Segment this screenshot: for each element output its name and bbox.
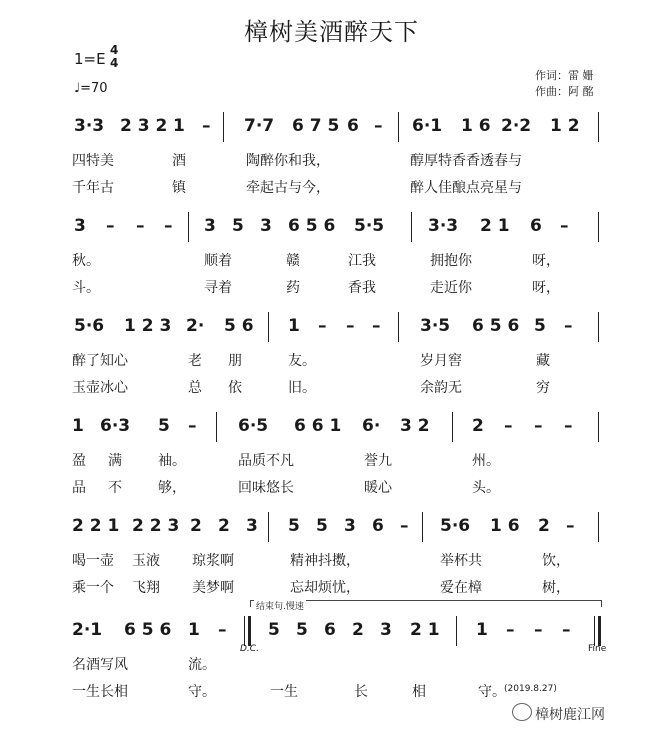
watermark: 樟树鹿江网 xyxy=(535,707,605,723)
lyric: 醇厚特香香透春与 xyxy=(410,153,522,169)
lyric: 余韵无 xyxy=(420,380,462,396)
note: – xyxy=(188,416,197,436)
barline xyxy=(598,112,599,142)
credits xyxy=(535,68,594,100)
note: 1 xyxy=(173,116,185,136)
song-title: 樟树美酒醉天下 xyxy=(244,18,419,46)
barline xyxy=(268,512,269,542)
lyric: 友。 xyxy=(288,353,316,369)
note: – xyxy=(136,216,145,236)
note: 1 6 xyxy=(461,116,491,136)
note: – xyxy=(400,516,409,536)
lyrics-verse-2 xyxy=(58,377,608,397)
barline xyxy=(598,212,599,242)
barline xyxy=(598,512,599,542)
note: – xyxy=(218,620,227,640)
lyric: 老 xyxy=(188,353,202,369)
lyric: 长 xyxy=(354,684,368,700)
note: 3 2 xyxy=(400,416,430,436)
lyrics-verse-1 xyxy=(58,250,608,270)
tempo-marking xyxy=(74,81,108,96)
note: 1 xyxy=(476,620,488,640)
note: 2·2 xyxy=(501,116,532,136)
lyric: 醉了知心 xyxy=(72,353,128,369)
note: 6 5 6 xyxy=(124,620,172,640)
quarter-note-icon: ♩ xyxy=(74,81,81,96)
lyric: 穷 xyxy=(536,380,550,396)
composition-date: (2019.8.27) xyxy=(504,684,557,694)
lyric: 头。 xyxy=(472,480,500,496)
lyric: 品质不凡 xyxy=(238,453,294,469)
lyric: 呀， xyxy=(532,280,560,296)
note: – xyxy=(534,416,543,436)
note: 3 xyxy=(74,216,86,236)
lyric: 药 xyxy=(286,280,300,296)
note: 3 xyxy=(204,216,216,236)
lyric: 江我 xyxy=(348,253,376,269)
lyricist: 作词：雷 姗 xyxy=(535,69,594,82)
note: 6 xyxy=(530,216,542,236)
note: 3·3 xyxy=(74,116,105,136)
lyric: 藏 xyxy=(536,353,550,369)
note: – xyxy=(562,620,571,640)
note: 6· xyxy=(362,416,381,436)
lyric: 琼浆啊 xyxy=(192,553,234,569)
key-signature: 1=E xyxy=(74,50,106,68)
barline xyxy=(411,212,412,242)
note: 5·6 xyxy=(440,516,471,536)
note: 1 2 3 xyxy=(124,316,172,336)
note: 3 xyxy=(380,620,392,640)
note: 2 xyxy=(218,516,230,536)
note: 5 xyxy=(316,516,328,536)
note: 3·3 xyxy=(428,216,459,236)
note: 2 xyxy=(472,416,484,436)
lyric: 守。 xyxy=(188,684,216,700)
note: 2 xyxy=(538,516,550,536)
note: – xyxy=(346,316,355,336)
barline xyxy=(598,412,599,442)
lyric: 流。 xyxy=(188,657,216,673)
lyric: 乘一个 xyxy=(72,580,114,596)
note: 6 6 1 xyxy=(294,416,342,436)
note: – xyxy=(506,620,515,640)
lyric: 树， xyxy=(542,580,570,596)
lyric: 拥抱你 xyxy=(430,253,472,269)
note: 1 2 xyxy=(550,116,580,136)
note: 5 6 xyxy=(224,316,254,336)
lyrics-verse-1 xyxy=(58,350,608,370)
end-phrase-label: 结束句.慢速 xyxy=(254,599,306,612)
lyric: 走近你 xyxy=(430,280,472,296)
notes-row-6 xyxy=(58,614,608,654)
lyric: 飞翔 xyxy=(132,580,160,596)
lyric: 陶醉你和我， xyxy=(246,153,330,169)
note: 6 5 6 xyxy=(472,316,520,336)
lyrics-verse-2 xyxy=(58,277,608,297)
barline xyxy=(398,112,399,142)
lyric: 盈 xyxy=(72,453,86,469)
lyric: 不 xyxy=(108,480,122,496)
barline xyxy=(216,412,217,442)
note: 3 xyxy=(260,216,272,236)
lyrics-verse-1 xyxy=(58,150,608,170)
lyric: 依 xyxy=(228,380,242,396)
note: 5 xyxy=(288,516,300,536)
note: 5·5 xyxy=(354,216,385,236)
note: – xyxy=(374,116,383,136)
note: 6 xyxy=(372,516,384,536)
lyric: 守。 xyxy=(478,684,506,700)
final-barline xyxy=(598,616,601,646)
note: – xyxy=(318,316,327,336)
note: 6 5 6 xyxy=(288,216,336,236)
lyric: 酒 xyxy=(172,153,186,169)
note: – xyxy=(534,620,543,640)
lyric: 州。 xyxy=(472,453,500,469)
note: 5 xyxy=(296,620,308,640)
wechat-icon xyxy=(512,703,532,721)
lyric: 一生 xyxy=(270,684,298,700)
barline xyxy=(244,616,245,646)
lyrics-verse-1 xyxy=(58,550,608,570)
lyric: 秋。 xyxy=(72,253,100,269)
lyric: 玉液 xyxy=(132,553,160,569)
notes-row-2 xyxy=(58,210,608,250)
barline xyxy=(188,212,189,242)
note: – xyxy=(564,416,573,436)
lyric: 朋 xyxy=(228,353,242,369)
note: 6·3 xyxy=(100,416,131,436)
lyric: 喝一壶 xyxy=(72,553,114,569)
note: – xyxy=(560,216,569,236)
barline xyxy=(594,616,595,646)
lyric: 举杯共 xyxy=(440,553,482,569)
note: 1 xyxy=(188,620,200,640)
lyric: 总 xyxy=(188,380,202,396)
note: – xyxy=(372,316,381,336)
lyric: 岁月窖 xyxy=(420,353,462,369)
note: 2·1 xyxy=(72,620,103,640)
note: – xyxy=(164,216,173,236)
note: 2· xyxy=(186,316,205,336)
dc-marking: D.C. xyxy=(240,644,259,654)
note: 1 xyxy=(72,416,84,436)
lyric: 饮， xyxy=(542,553,570,569)
lyrics-verse-2 xyxy=(58,177,608,197)
lyric: 回味悠长 xyxy=(238,480,294,496)
note: 3·5 xyxy=(420,316,451,336)
lyrics-verse-1 xyxy=(58,450,608,470)
barline xyxy=(223,112,224,142)
note: 1 xyxy=(288,316,300,336)
barline xyxy=(422,512,423,542)
lyrics-verse-2 xyxy=(58,577,608,597)
lyric: 暖心 xyxy=(364,480,392,496)
lyric: 赣 xyxy=(286,253,300,269)
note: 5 xyxy=(534,316,546,336)
barline xyxy=(456,616,457,646)
note: 2 3 2 xyxy=(120,116,168,136)
lyric: 醉人佳酿点亮星与 xyxy=(410,180,522,196)
lyric: 旧。 xyxy=(288,380,316,396)
lyric: 够， xyxy=(158,480,186,496)
note: 7·7 xyxy=(244,116,275,136)
note: – xyxy=(504,416,513,436)
barline xyxy=(598,312,599,342)
note: – xyxy=(564,316,573,336)
lyric: 一生长相 xyxy=(72,684,128,700)
lyric: 镇 xyxy=(172,180,186,196)
lyric: 品 xyxy=(72,480,86,496)
time-signature xyxy=(110,44,118,70)
lyric: 爱在樟 xyxy=(440,580,482,596)
lyric: 牵起古与今， xyxy=(246,180,330,196)
lyrics-verse-1 xyxy=(58,654,608,674)
note: 5·6 xyxy=(74,316,105,336)
note: 3 xyxy=(344,516,356,536)
lyric: 玉壶冰心 xyxy=(72,380,128,396)
fine-marking: Fine xyxy=(588,644,607,654)
note: 5 xyxy=(232,216,244,236)
time-signature-top: 4 xyxy=(110,43,119,57)
notes-row-1 xyxy=(58,110,608,150)
lyric: 袖。 xyxy=(158,453,186,469)
note: 5 xyxy=(158,416,170,436)
composer: 作曲：阿 酩 xyxy=(535,85,594,98)
note: 1 6 xyxy=(490,516,520,536)
note: 2 2 3 xyxy=(132,516,180,536)
note: 6·1 xyxy=(412,116,443,136)
note: 2 1 xyxy=(410,620,440,640)
lyric: 名酒写风 xyxy=(72,657,128,673)
lyric: 忘却烦忧， xyxy=(290,580,360,596)
note: – xyxy=(566,516,575,536)
barline xyxy=(452,412,453,442)
barline xyxy=(398,312,399,342)
lyric: 斗。 xyxy=(72,280,100,296)
note: 2 1 xyxy=(480,216,510,236)
notes-row-3 xyxy=(58,310,608,350)
lyric: 四特美 xyxy=(72,153,114,169)
note: 6 xyxy=(347,116,359,136)
note: 6 7 5 xyxy=(292,116,340,136)
lyric: 相 xyxy=(412,684,426,700)
notes-row-5 xyxy=(58,510,608,550)
time-signature-bottom: 4 xyxy=(110,56,119,70)
note: – xyxy=(106,216,115,236)
note: 2 2 1 xyxy=(72,516,120,536)
tempo-value: =70 xyxy=(80,81,108,96)
lyrics-verse-2 xyxy=(58,477,608,497)
lyric: 千年古 xyxy=(72,180,114,196)
barline xyxy=(268,312,269,342)
note: 5 xyxy=(268,620,280,640)
note: 3 xyxy=(246,516,258,536)
note: – xyxy=(202,116,211,136)
lyric: 寻着 xyxy=(204,280,232,296)
repeat-barline xyxy=(248,616,251,646)
lyric: 美梦啊 xyxy=(192,580,234,596)
note: 6·5 xyxy=(238,416,269,436)
lyric: 满 xyxy=(108,453,122,469)
lyric: 精神抖擞， xyxy=(290,553,360,569)
lyric: 呀， xyxy=(532,253,560,269)
notes-row-4 xyxy=(58,410,608,450)
lyric: 香我 xyxy=(348,280,376,296)
note: 2 xyxy=(352,620,364,640)
note: 6 xyxy=(324,620,336,640)
lyric: 顺着 xyxy=(204,253,232,269)
lyric: 誉九 xyxy=(364,453,392,469)
note: 2 xyxy=(190,516,202,536)
